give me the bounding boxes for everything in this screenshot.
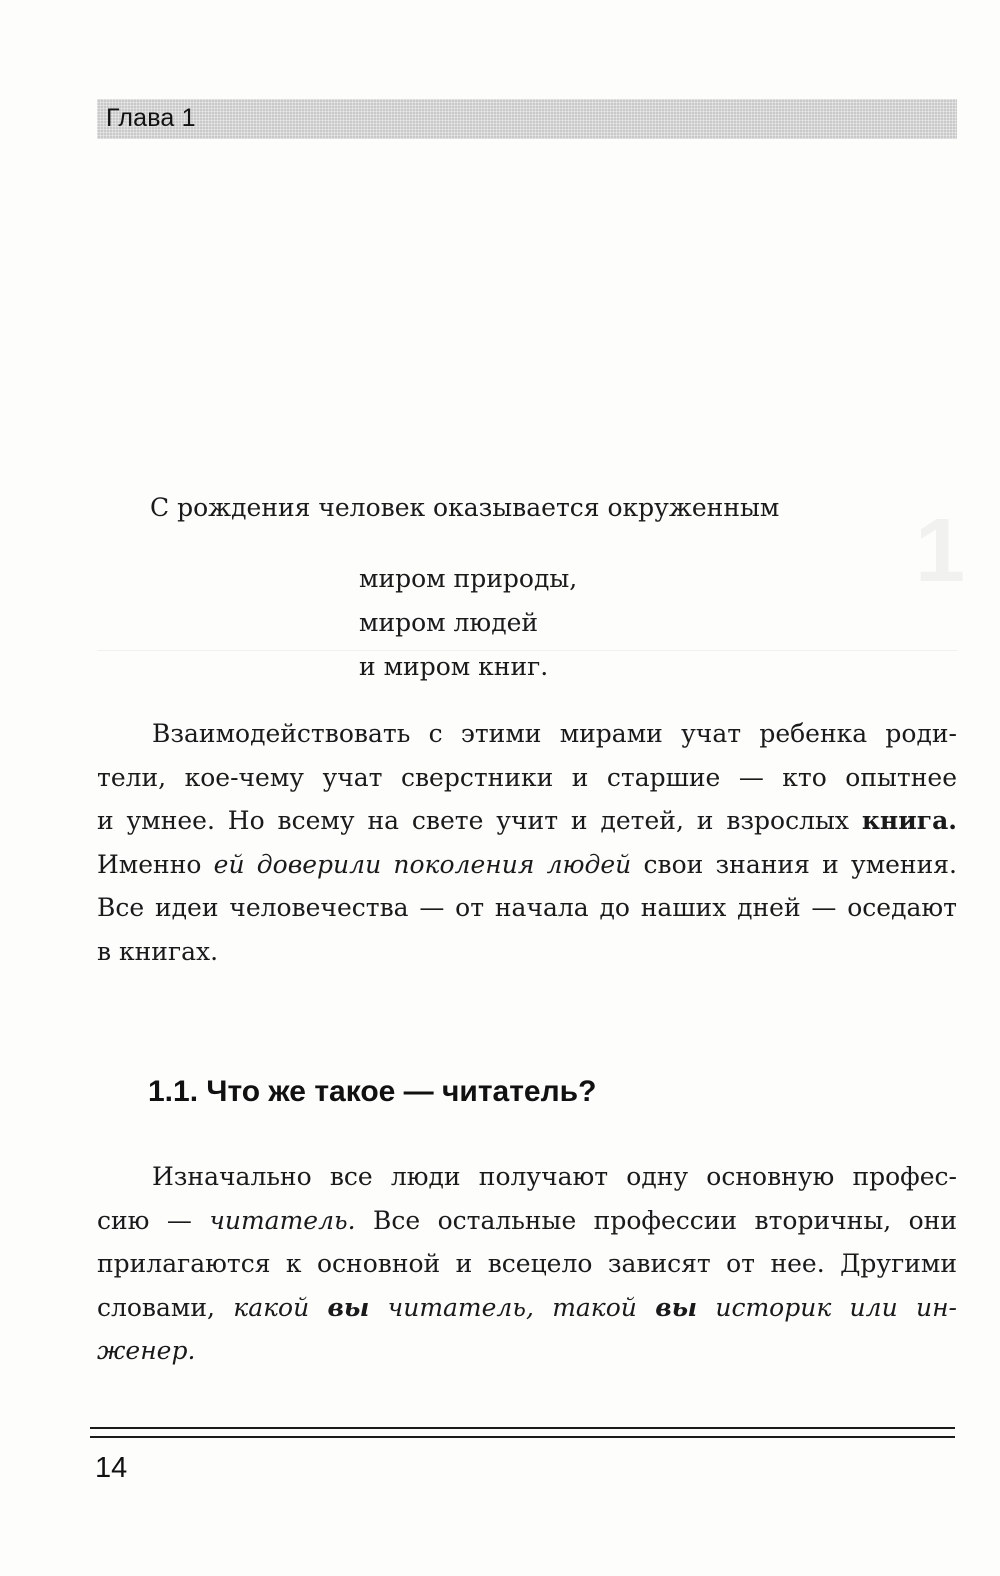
paragraph-2 [97, 1155, 957, 1373]
world-nature: миром природы, [359, 564, 578, 593]
text-line: и умнее. Но всему на свете учит и детей, и взрослых книга. [97, 806, 957, 835]
world-people: миром людей [359, 608, 539, 637]
world-books: и миром книг. [359, 652, 549, 681]
intro-line: С рождения человек оказывается окруженным [150, 493, 780, 522]
paragraph-1 [97, 712, 957, 973]
text-line: Взаимодействовать с этими мирами учат ребенка роди- [152, 719, 957, 748]
text-line: Именно ей доверили поколения людей свои знания и умения. [97, 849, 957, 879]
footer-rule-bottom [90, 1436, 955, 1438]
text-line: словами, какой вы читатель, такой вы историк или ин- [97, 1292, 957, 1322]
text-line: женер. [97, 1336, 196, 1365]
text-line: Изначально все люди получают одну основную профес- [152, 1162, 957, 1191]
chapter-label: Глава 1 [106, 104, 196, 132]
bleed-through-numeral: 1 [915, 501, 966, 601]
text-line: прилагаются к основной и всецело зависят от нее. Другими [97, 1249, 957, 1278]
footer-rule-top [90, 1427, 955, 1429]
section-heading [148, 1075, 596, 1109]
page-number: 14 [95, 1452, 128, 1484]
section-number: 1.1. [148, 1075, 199, 1108]
running-head [97, 99, 957, 139]
worlds-list [359, 557, 577, 689]
text-line: Все идеи человечества — от начала до наших дней — оседают [97, 893, 957, 922]
section-title: Что же такое — читатель? [206, 1075, 597, 1108]
text-line: тели, кое-чему учат сверстники и старшие — кто опытнее [97, 762, 957, 792]
text-line: сию — читатель. Все остальные профессии вторичны, они [97, 1205, 957, 1235]
text-line: в книгах. [97, 936, 219, 966]
